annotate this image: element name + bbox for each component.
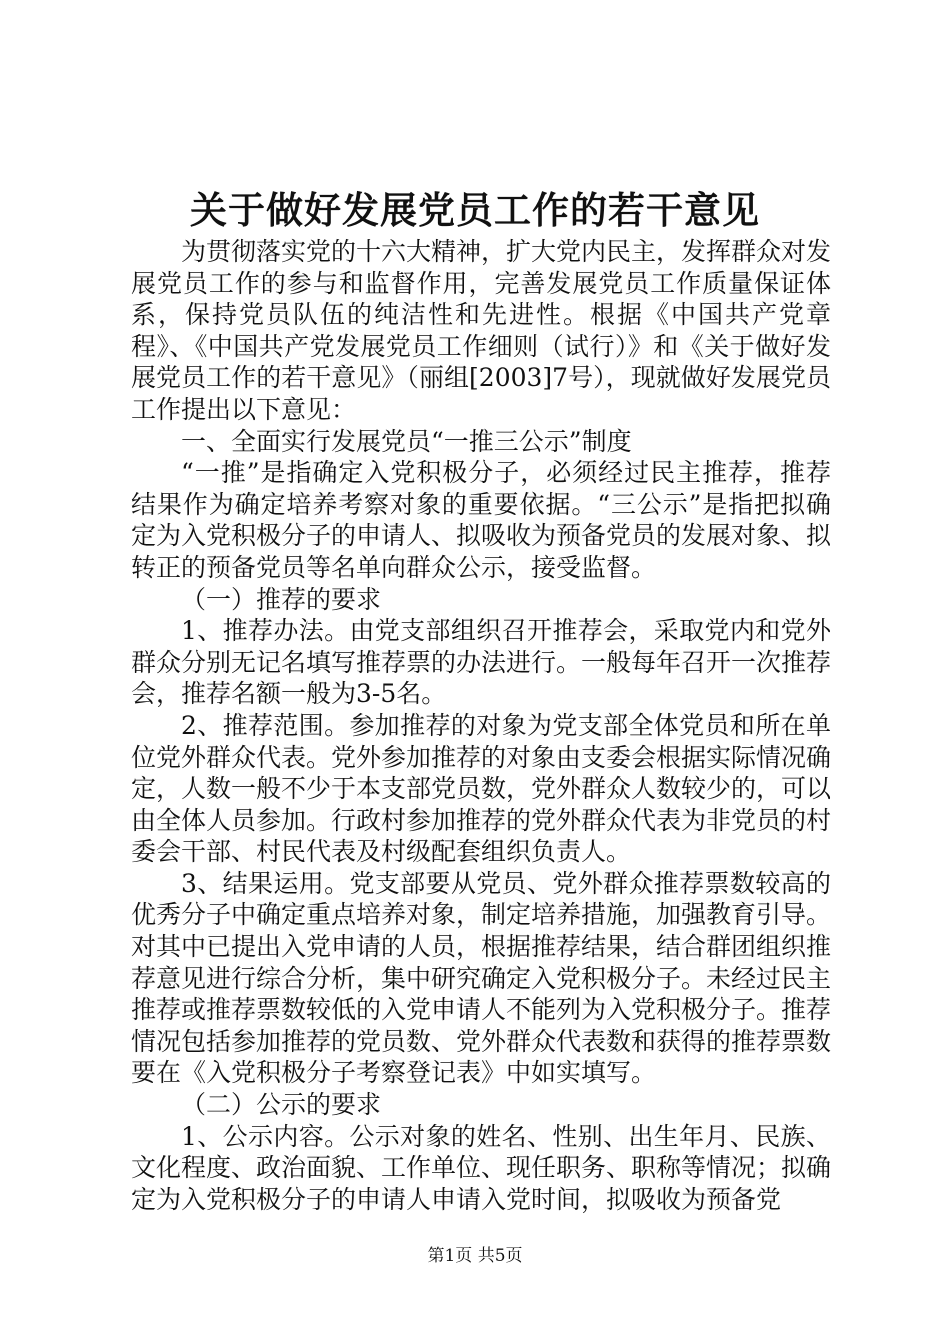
paragraph-recommend-method: 1、推荐办法。由党支部组织召开推荐会，采取党内和党外群众分别无记名填写推荐票的办法进行。一般每年召开一次推荐会，推荐名额一般为3-5名。 [131, 616, 832, 709]
paragraph-recommend-scope: 2、推荐范围。参加推荐的对象为党支部全体党员和所在单位党外群众代表。党外参加推荐的对象由支委会根据实际情况确定，人数一般不少于本支部党员数，党外群众人数较少的，可以由全体人员参加。行政村参加推荐的党外群众代表为非党员的村委会干部、村民代表及村级配套组织负责人。 [131, 710, 832, 867]
document-title: 关于做好发展党员工作的若干意见 [190, 188, 760, 232]
paragraph-intro: 为贯彻落实党的十六大精神，扩大党内民主，发挥群众对发展党员工作的参与和监督作用，完善发展党员工作质量保证体系，保持党员队伍的纯洁性和先进性。根据《中国共产党章程》、《中国共产党发展党员工作细则（试行）》和《关于做好发展党员工作的若干意见》（丽组[2003]7号），现就做好发展党员工作提出以下意见： [131, 237, 832, 424]
page-number-footer: 第1页 共5页 [427, 1246, 523, 1266]
subsection-heading-recommend: （一）推荐的要求 [181, 584, 382, 614]
paragraph-recommend-result: 3、结果运用。党支部要从党员、党外群众推荐票数较高的优秀分子中确定重点培养对象，制定培养措施，加强教育引导。对其中已提出入党申请的人员，根据推荐结果，结合群团组织推荐意见进行综合分析，集中研究确定入党积极分子。未经过民主推荐或推荐票数较低的入党申请人不能列为入党积极分子。推荐情况包括参加推荐的党员数、党外群众代表数和获得的推荐票数要在《入党积极分子考察登记表》中如实填写。 [131, 868, 832, 1088]
section-heading-1: 一、全面实行发展党员“一推三公示”制度 [181, 426, 632, 456]
paragraph-definition: “一推”是指确定入党积极分子，必须经过民主推荐，推荐结果作为确定培养考察对象的重要依据。“三公示”是指把拟确定为入党积极分子的申请人、拟吸收为预备党员的发展对象、拟转正的预备党员等名单向群众公示，接受监督。 [131, 458, 832, 582]
subsection-heading-publicity: （二）公示的要求 [181, 1090, 382, 1120]
document-body [131, 236, 831, 1215]
paragraph-publicity-content: 1、公示内容。公示对象的姓名、性别、出生年月、民族、文化程度、政治面貌、工作单位、现任职务、职称等情况；拟确定为入党积极分子的申请人申请入党时间，拟吸收为预备党 [131, 1121, 832, 1214]
